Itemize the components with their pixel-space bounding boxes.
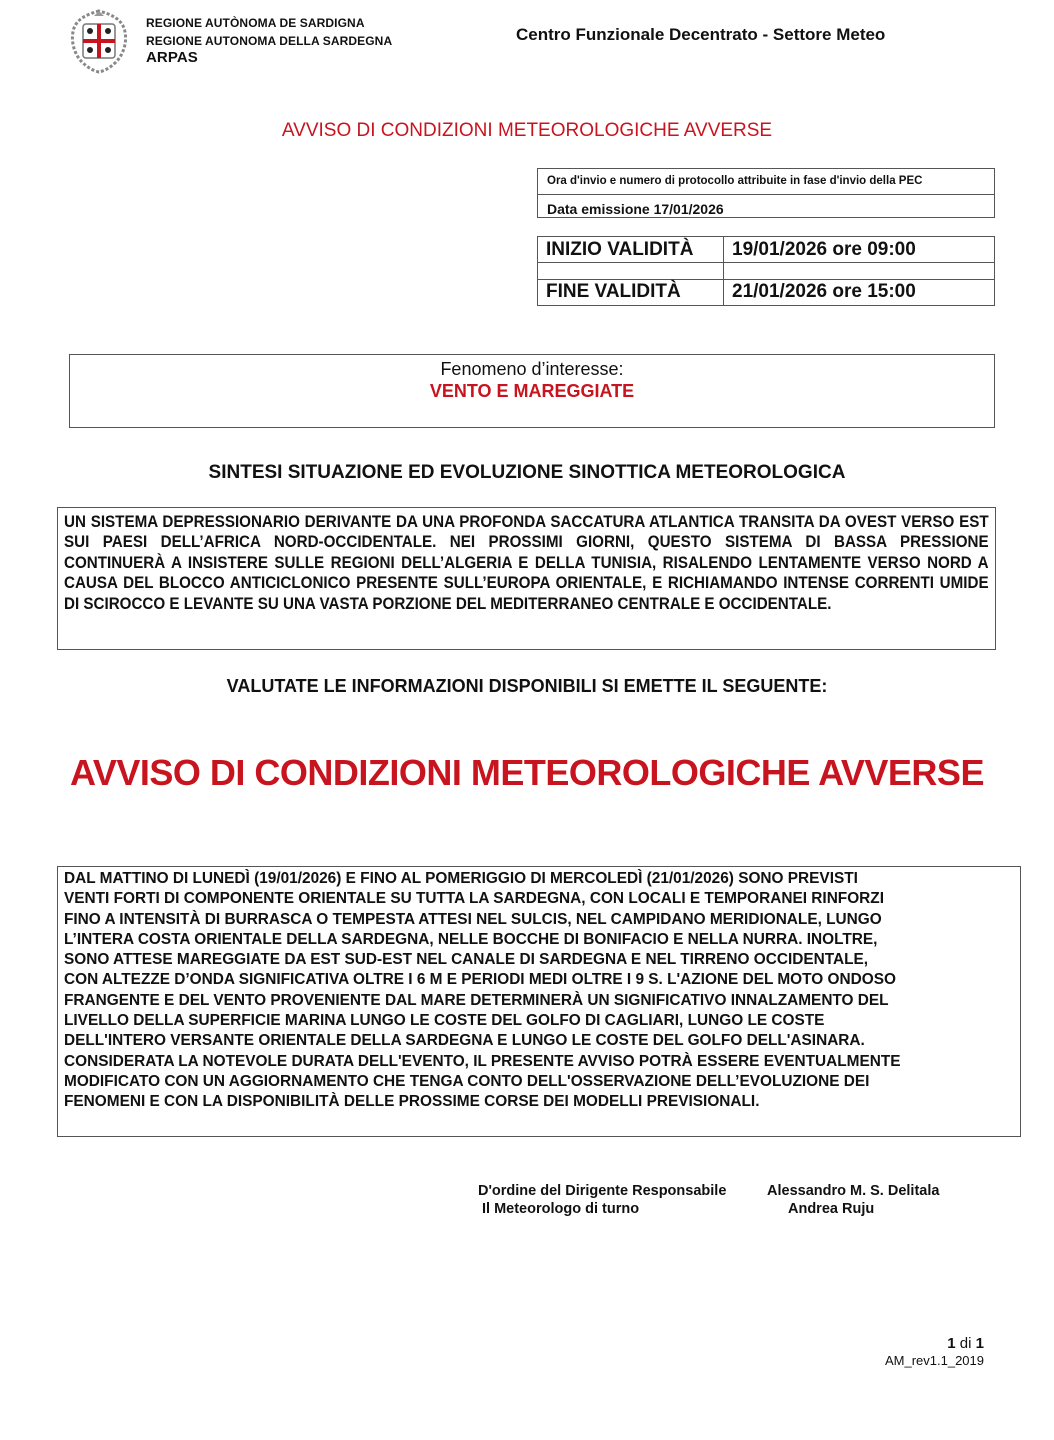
phenomenon-label: Fenomeno d’interesse: (440, 359, 624, 379)
warning-line: VENTI FORTI DI COMPONENTE ORIENTALE SU TUTTA LA SARDEGNA, CON LOCALI E TEMPORANEI RINFORZI (64, 890, 884, 908)
validity-table (537, 236, 995, 306)
warning-line: FINO A INTENSITÀ DI BURRASCA O TEMPESTA ATTESI NEL SULCIS, NEL CAMPIDANO MERIDIONALE, LUNGO (64, 910, 882, 928)
validity-spacer-row (538, 263, 995, 279)
synopsis-title: SINTESI SITUAZIONE ED EVOLUZIONE SINOTTICA METEOROLOGICA (208, 462, 846, 483)
warning-line: LIVELLO DELLA SUPERFICIE MARINA LUNGO LE COSTE DEL GOLFO DI CAGLIARI, LUNGO LE COSTE (64, 1012, 825, 1030)
warning-line: DELL'INTERO VERSANTE ORIENTALE DELLA SARDEGNA E LUNGO LE COSTE DEL GOLFO DELL'ASINARA. (64, 1032, 865, 1050)
validity-end-label: FINE VALIDITÀ (538, 279, 724, 305)
validity-end-row (538, 279, 995, 305)
validity-end-value: 21/01/2026 ore 15:00 (724, 279, 995, 305)
warning-line: FRANGENTE E DEL VENTO PROVENIENTE DAL MARE DETERMINERÀ UN SIGNIFICATIVO INNALZAMENTO DEL (64, 991, 889, 1009)
org-name-italian: REGIONE AUTONOMA DELLA SARDEGNA (146, 34, 393, 48)
warning-text (64, 869, 1014, 1113)
warning-line: FENOMENI E CON LA DISPONIBILITÀ DELLE PROSSIME CORSE DEI MODELLI PREVISIONALI. (64, 1093, 760, 1111)
warning-line: DAL MATTINO DI LUNEDÌ (19/01/2026) E FINO AL POMERIGGIO DI MERCOLEDÌ (21/01/2026) SONO PREVISTI (64, 870, 858, 887)
warning-line: MODIFICATO CON UN AGGIORNAMENTO CHE TENGA CONTO DELL'OSSERVAZIONE DELL’EVOLUZIONE DEI (64, 1072, 870, 1090)
signature-name-meteorologist: Andrea Ruju (788, 1201, 875, 1217)
signature-name-director: Alessandro M. S. Delitala (767, 1183, 940, 1199)
validity-start-row (538, 237, 995, 263)
signature-role-meteorologist: Il Meteorologo di turno (482, 1201, 640, 1217)
validity-start-label: INIZIO VALIDITÀ (538, 237, 724, 263)
warning-box (57, 866, 1021, 1137)
revision-code: AM_rev1.1_2019 (884, 1353, 984, 1368)
synopsis-text: UN SISTEMA DEPRESSIONARIO DERIVANTE DA UNA PROFONDA SACCATURA ATLANTICA TRANSITA DA OVEST VERSO EST SUI PAESI DELL’AFRICA NORD-OCCIDENTALE. NEI PROSSIMI GIORNI, QUESTO SISTEMA DI BASSA PRESSIONE CONTINUERÀ A INSISTERE SULLE REGIONI DELL’ALGERIA E DELLA TUNISIA, RISALENDO LENTAMENTE VERSO NORD A CAUSA DEL BLOCCO ANTICICLONICO PRESENTE SULL’EUROPA ORIENTALE, E RICHIAMANDO INTENSE CORRENTI UMIDE DI SCIROCCO E LEVANTE SU UNA VASTA PORZIONE DEL MEDITERRANEO CENTRALE E OCCIDENTALE. (64, 513, 989, 613)
warning-line: CONSIDERATA LA NOTEVOLE DURATA DELL'EVENTO, IL PRESENTE AVVISO POTRÀ ESSERE EVENTUALMENTE (64, 1052, 901, 1070)
warning-line: L’INTERA COSTA ORIENTALE DELLA SARDEGNA, NELLE BOCCHE DI BONIFACIO E NELLA NURRA. INOLTRE, (64, 930, 878, 948)
sardinia-coat-of-arms-icon (66, 8, 132, 74)
signature-role-director: D'ordine del Dirigente Responsabile (478, 1183, 727, 1199)
phenomenon-value: VENTO E MAREGGIATE (429, 381, 635, 401)
page-total: 1 (975, 1335, 984, 1352)
phenomenon-box (69, 354, 995, 428)
pec-info-box (537, 168, 995, 218)
pec-note: Ora d'invio e numero di protocollo attribuite in fase d'invio della PEC (538, 169, 994, 195)
warning-line: SONO ATTESE MAREGGIATE DA EST SUD-EST NEL CANALE DI SARDEGNA E NEL TIRRENO OCCIDENTALE, (64, 951, 869, 969)
org-acronym: ARPAS (146, 49, 198, 66)
warning-line: CON ALTEZZE D’ONDA SIGNIFICATIVA OLTRE I 6 M E PERIODI MEDI OLTRE I 9 S. L'AZIONE DEL MOTO ONDOSO (64, 971, 896, 989)
department-name: Centro Funzionale Decentrato - Settore Meteo (516, 25, 886, 44)
warning-title: AVVISO DI CONDIZIONI METEOROLOGICHE AVVERSE (70, 752, 984, 793)
validity-start-value: 19/01/2026 ore 09:00 (724, 237, 995, 263)
issue-date: Data emissione 17/01/2026 (547, 201, 724, 217)
page-number (947, 1335, 984, 1352)
evaluation-line: VALUTATE LE INFORMAZIONI DISPONIBILI SI EMETTE IL SEGUENTE: (226, 676, 828, 696)
synopsis-box (57, 507, 996, 650)
page-current: 1 (947, 1335, 956, 1352)
page-separator: di (959, 1335, 972, 1352)
spacer-cell (538, 263, 724, 279)
document-title: AVVISO DI CONDIZIONI METEOROLOGICHE AVVERSE (281, 120, 773, 141)
org-name-sardinian: REGIONE AUTÒNOMA DE SARDIGNA (146, 16, 365, 30)
spacer-cell (724, 263, 995, 279)
